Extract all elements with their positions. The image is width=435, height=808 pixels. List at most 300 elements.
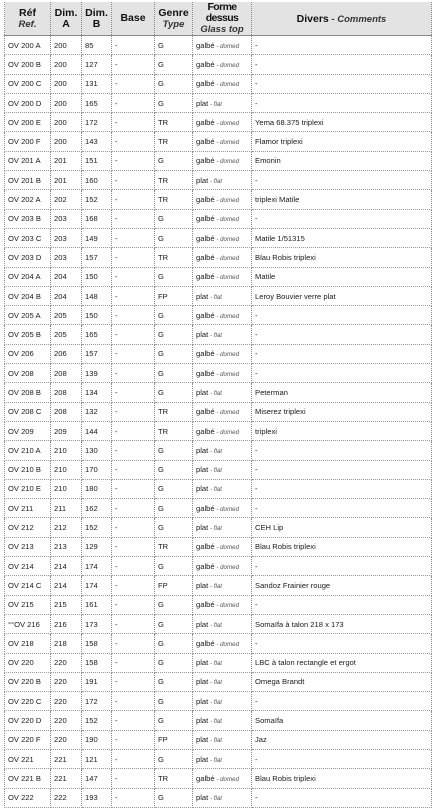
- base-cell: -: [112, 441, 155, 460]
- glass-top-en: - flat: [208, 698, 223, 706]
- base-cell: -: [112, 557, 155, 576]
- table-row: [5, 653, 432, 672]
- glass-top-cell: [193, 499, 252, 518]
- ref-cell: OV 204 B: [5, 286, 51, 305]
- glass-top-cell: [193, 441, 252, 460]
- type-cell: G: [155, 614, 193, 633]
- type-cell: G: [155, 306, 193, 325]
- comments-cell: -: [252, 344, 432, 363]
- base-cell: -: [112, 267, 155, 286]
- comments-cell: Flamor triplexi: [252, 132, 432, 151]
- type-cell: G: [155, 557, 193, 576]
- dim-a-cell: 220: [51, 711, 82, 730]
- type-cell: G: [155, 711, 193, 730]
- dim-a-cell: 200: [51, 113, 82, 132]
- ref-cell: OV 221: [5, 749, 51, 768]
- dim-b-cell: 152: [82, 190, 112, 209]
- glass-top-en: - flat: [208, 467, 223, 475]
- glass-top-cell: [193, 749, 252, 768]
- glass-top-en: - flat: [208, 718, 223, 726]
- dim-b-cell: 150: [82, 306, 112, 325]
- dim-b-cell: 139: [82, 364, 112, 383]
- comments-cell: -: [252, 749, 432, 768]
- glass-top-fr: plat: [196, 716, 209, 726]
- dim-a-cell: 210: [51, 441, 82, 460]
- glass-top-fr: plat: [196, 619, 209, 629]
- comments-cell: triplexi: [252, 421, 432, 440]
- dim-a-cell: 200: [51, 55, 82, 74]
- glass-top-cell: [193, 248, 252, 267]
- glass-top-cell: [193, 171, 252, 190]
- base-cell: -: [112, 36, 155, 55]
- glass-top-fr: plat: [196, 580, 209, 590]
- glass-top-en: - flat: [208, 332, 223, 340]
- base-cell: -: [112, 672, 155, 691]
- glass-top-fr: galbé: [196, 426, 215, 436]
- glass-top-en: - flat: [208, 660, 223, 668]
- comments-cell: -: [252, 634, 432, 653]
- base-cell: -: [112, 537, 155, 556]
- dim-b-cell: 121: [82, 749, 112, 768]
- ref-cell: OV 201 B: [5, 171, 51, 190]
- glass-top-cell: [193, 711, 252, 730]
- table-row: [5, 132, 432, 151]
- glass-top-cell: [193, 479, 252, 498]
- header-type-label: Genre: [158, 6, 189, 19]
- table-row: [5, 499, 432, 518]
- glass-top-fr: plat: [196, 677, 209, 687]
- header-glass-top-sublabel: Glass top: [200, 24, 244, 35]
- glass-top-cell: [193, 421, 252, 440]
- type-cell: G: [155, 209, 193, 228]
- comments-cell: Leroy Bouvier verre plat: [252, 286, 432, 305]
- header-dim-b: [82, 2, 112, 36]
- glass-top-en: - domed: [214, 254, 240, 262]
- glass-top-cell: [193, 286, 252, 305]
- dim-a-cell: 211: [51, 499, 82, 518]
- header-dim-a-sublabel: A: [62, 17, 70, 30]
- base-cell: -: [112, 93, 155, 112]
- glass-top-fr: plat: [196, 754, 209, 764]
- dim-a-cell: 220: [51, 692, 82, 711]
- glass-top-cell: [193, 653, 252, 672]
- comments-cell: -: [252, 55, 432, 74]
- header-dim-a-label: Dim.: [54, 6, 78, 19]
- glass-top-cell: [193, 769, 252, 788]
- glass-top-cell: [193, 518, 252, 537]
- type-cell: G: [155, 55, 193, 74]
- table-row: [5, 306, 432, 325]
- base-cell: -: [112, 634, 155, 653]
- glass-top-en: - flat: [208, 621, 223, 629]
- ref-cell: OV 210 E: [5, 479, 51, 498]
- glass-top-cell: [193, 93, 252, 112]
- glass-top-fr: plat: [196, 696, 209, 706]
- glass-top-fr: galbé: [196, 195, 215, 205]
- glass-top-fr: plat: [196, 484, 209, 494]
- glass-top-cell: [193, 383, 252, 402]
- base-cell: -: [112, 518, 155, 537]
- dim-b-cell: 131: [82, 74, 112, 93]
- base-cell: -: [112, 209, 155, 228]
- base-cell: -: [112, 248, 155, 267]
- ref-cell: OV 200 D: [5, 93, 51, 112]
- glass-top-fr: galbé: [196, 117, 215, 127]
- header-dim-b-label: Dim.: [85, 6, 108, 19]
- dim-a-cell: 202: [51, 190, 82, 209]
- dim-b-cell: 152: [82, 518, 112, 537]
- glass-top-fr: galbé: [196, 368, 215, 378]
- type-cell: G: [155, 325, 193, 344]
- header-type-sublabel: Type: [162, 18, 185, 30]
- header-dim-a: [51, 2, 82, 36]
- dim-b-cell: 168: [82, 209, 112, 228]
- glass-top-cell: [193, 267, 252, 286]
- glass-top-cell: [193, 402, 252, 421]
- glass-top-cell: [193, 576, 252, 595]
- glass-top-en: - domed: [214, 158, 240, 166]
- glass-top-cell: [193, 113, 252, 132]
- header-base-label: Base: [120, 12, 146, 24]
- dim-a-cell: 221: [51, 749, 82, 768]
- comments-cell: Miserez triplexi: [252, 402, 432, 421]
- ref-cell: OV 220 D: [5, 711, 51, 730]
- table-row: [5, 614, 432, 633]
- type-cell: FP: [155, 576, 193, 595]
- type-cell: TR: [155, 190, 193, 209]
- comments-cell: -: [252, 595, 432, 614]
- comments-cell: -: [252, 692, 432, 711]
- header-glass-top-label: Forme dessus: [205, 1, 239, 24]
- glass-top-cell: [193, 672, 252, 691]
- glass-top-fr: galbé: [196, 638, 215, 648]
- ref-cell: OV 213: [5, 537, 51, 556]
- table-row: [5, 479, 432, 498]
- type-cell: TR: [155, 402, 193, 421]
- table-row: [5, 460, 432, 479]
- glass-top-cell: [193, 74, 252, 93]
- ref-cell: OV 220: [5, 653, 51, 672]
- glass-top-en: - flat: [208, 389, 223, 397]
- dim-b-cell: 157: [82, 248, 112, 267]
- glass-top-fr: plat: [196, 291, 209, 301]
- table-row: [5, 711, 432, 730]
- glass-top-fr: plat: [196, 658, 209, 668]
- glass-top-en: - flat: [208, 100, 223, 108]
- glass-top-fr: plat: [196, 523, 209, 533]
- ref-cell: OV 204 A: [5, 267, 51, 286]
- ref-cell: OV 200 E: [5, 113, 51, 132]
- glass-top-en: - domed: [214, 775, 240, 783]
- ref-cell: OV 220 C: [5, 692, 51, 711]
- dim-a-cell: 220: [51, 672, 82, 691]
- glass-top-en: - domed: [214, 312, 240, 320]
- type-cell: G: [155, 749, 193, 768]
- base-cell: -: [112, 364, 155, 383]
- glass-top-fr: galbé: [196, 59, 215, 69]
- comments-cell: -: [252, 441, 432, 460]
- base-cell: -: [112, 306, 155, 325]
- comments-cell: -: [252, 36, 432, 55]
- dim-a-cell: 212: [51, 518, 82, 537]
- ref-cell: OV 205 A: [5, 306, 51, 325]
- table-row: [5, 421, 432, 440]
- glass-top-en: - domed: [214, 640, 240, 648]
- ref-cell: OV 201 A: [5, 151, 51, 170]
- comments-cell: Blau Robis triplexi: [252, 537, 432, 556]
- glass-top-fr: plat: [196, 445, 209, 455]
- glass-top-cell: [193, 151, 252, 170]
- comments-cell: Somaïfa à talon 218 x 173: [252, 614, 432, 633]
- table-row: [5, 93, 432, 112]
- header-comments-label: Divers: [296, 13, 329, 25]
- glass-top-en: - flat: [208, 486, 223, 494]
- ref-cell: OV 214: [5, 557, 51, 576]
- glass-top-en: - domed: [214, 235, 240, 243]
- glass-top-cell: [193, 209, 252, 228]
- glass-top-cell: [193, 634, 252, 653]
- table-row: [5, 36, 432, 55]
- comments-cell: Peterman: [252, 383, 432, 402]
- type-cell: G: [155, 267, 193, 286]
- type-cell: G: [155, 672, 193, 691]
- base-cell: -: [112, 171, 155, 190]
- dim-a-cell: 213: [51, 537, 82, 556]
- dim-a-cell: 201: [51, 151, 82, 170]
- glass-top-cell: [193, 325, 252, 344]
- header-ref: [5, 2, 51, 36]
- glass-top-en: - domed: [214, 351, 240, 359]
- dim-a-cell: 200: [51, 93, 82, 112]
- type-cell: G: [155, 595, 193, 614]
- ref-cell: OV 220 F: [5, 730, 51, 749]
- glass-top-cell: [193, 55, 252, 74]
- glass-top-fr: galbé: [196, 272, 215, 282]
- base-cell: -: [112, 325, 155, 344]
- dim-b-cell: 143: [82, 132, 112, 151]
- glass-top-en: - flat: [208, 293, 223, 301]
- glass-top-en: - flat: [208, 737, 223, 745]
- glass-top-cell: [193, 614, 252, 633]
- glass-top-cell: [193, 595, 252, 614]
- base-cell: -: [112, 749, 155, 768]
- dim-b-cell: 165: [82, 325, 112, 344]
- dim-b-cell: 174: [82, 557, 112, 576]
- table-row: [5, 749, 432, 768]
- dim-a-cell: 216: [51, 614, 82, 633]
- table-row: [5, 730, 432, 749]
- glass-top-en: - flat: [208, 795, 223, 803]
- glass-top-fr: galbé: [196, 214, 215, 224]
- glass-top-fr: galbé: [196, 310, 215, 320]
- base-cell: -: [112, 151, 155, 170]
- dim-b-cell: 160: [82, 171, 112, 190]
- dim-b-cell: 158: [82, 653, 112, 672]
- type-cell: G: [155, 653, 193, 672]
- glass-top-fr: plat: [196, 98, 209, 108]
- comments-cell: Somaïfa: [252, 711, 432, 730]
- dim-a-cell: 221: [51, 769, 82, 788]
- dim-a-cell: 203: [51, 209, 82, 228]
- ref-cell: OV 202 A: [5, 190, 51, 209]
- glass-top-fr: galbé: [196, 561, 215, 571]
- comments-cell: Blau Robis triplexi: [252, 248, 432, 267]
- glass-top-en: - domed: [214, 370, 240, 378]
- glass-top-fr: plat: [196, 175, 209, 185]
- header-base: [112, 2, 155, 36]
- glass-top-fr: galbé: [196, 40, 215, 50]
- glass-top-en: - domed: [214, 119, 240, 127]
- base-cell: -: [112, 692, 155, 711]
- dim-b-cell: 193: [82, 788, 112, 807]
- glass-top-cell: [193, 132, 252, 151]
- glass-top-cell: [193, 306, 252, 325]
- type-cell: G: [155, 441, 193, 460]
- glass-top-en: - domed: [214, 42, 240, 50]
- glass-top-fr: galbé: [196, 349, 215, 359]
- comments-cell: -: [252, 74, 432, 93]
- comments-cell: Sandoz Frainier rouge: [252, 576, 432, 595]
- header-dim-b-sublabel: B: [92, 17, 101, 30]
- type-cell: TR: [155, 248, 193, 267]
- base-cell: -: [112, 576, 155, 595]
- dim-a-cell: 218: [51, 634, 82, 653]
- ref-cell: OV 210 B: [5, 460, 51, 479]
- dim-a-cell: 209: [51, 421, 82, 440]
- comments-cell: triplexi Matile: [252, 190, 432, 209]
- ref-cell: OV 203 B: [5, 209, 51, 228]
- comments-cell: -: [252, 93, 432, 112]
- table-row: [5, 692, 432, 711]
- comments-cell: Matile: [252, 267, 432, 286]
- type-cell: G: [155, 344, 193, 363]
- base-cell: -: [112, 614, 155, 633]
- table-body: [5, 36, 432, 808]
- dim-b-cell: 191: [82, 672, 112, 691]
- ref-cell: OV 203 C: [5, 228, 51, 247]
- glass-top-fr: galbé: [196, 233, 215, 243]
- dim-b-cell: 157: [82, 344, 112, 363]
- type-cell: FP: [155, 730, 193, 749]
- ref-cell: OV 200 F: [5, 132, 51, 151]
- table-row: [5, 113, 432, 132]
- glass-top-en: - domed: [214, 81, 240, 89]
- glass-top-cell: [193, 364, 252, 383]
- dim-a-cell: 214: [51, 557, 82, 576]
- dim-b-cell: 170: [82, 460, 112, 479]
- glass-top-cell: [193, 537, 252, 556]
- glass-top-cell: [193, 730, 252, 749]
- dim-b-cell: 151: [82, 151, 112, 170]
- glass-top-en: - domed: [214, 505, 240, 513]
- table-row: [5, 634, 432, 653]
- table-row: [5, 557, 432, 576]
- ref-cell: OV 208: [5, 364, 51, 383]
- table-row: [5, 537, 432, 556]
- type-cell: G: [155, 479, 193, 498]
- dim-b-cell: 172: [82, 113, 112, 132]
- type-cell: G: [155, 151, 193, 170]
- type-cell: G: [155, 460, 193, 479]
- dim-b-cell: 180: [82, 479, 112, 498]
- ref-cell: OV 211: [5, 499, 51, 518]
- type-cell: G: [155, 788, 193, 807]
- glass-top-cell: [193, 344, 252, 363]
- base-cell: -: [112, 421, 155, 440]
- base-cell: -: [112, 653, 155, 672]
- comments-cell: Matile 1/51315: [252, 228, 432, 247]
- glass-top-en: - flat: [208, 756, 223, 764]
- dim-a-cell: 203: [51, 228, 82, 247]
- table-row: [5, 171, 432, 190]
- dim-a-cell: 215: [51, 595, 82, 614]
- comments-cell: Emonin: [252, 151, 432, 170]
- header-glass-top: [193, 2, 252, 36]
- base-cell: -: [112, 383, 155, 402]
- glass-top-en: - flat: [208, 447, 223, 455]
- ref-cell: OV 221 B: [5, 769, 51, 788]
- type-cell: G: [155, 36, 193, 55]
- dim-b-cell: 162: [82, 499, 112, 518]
- table-row: [5, 364, 432, 383]
- type-cell: G: [155, 383, 193, 402]
- glass-top-cell: [193, 557, 252, 576]
- dim-b-cell: 161: [82, 595, 112, 614]
- dim-a-cell: 220: [51, 653, 82, 672]
- type-cell: TR: [155, 769, 193, 788]
- dim-a-cell: 210: [51, 479, 82, 498]
- type-cell: G: [155, 692, 193, 711]
- ref-cell: OV 203 D: [5, 248, 51, 267]
- dim-b-cell: 127: [82, 55, 112, 74]
- comments-cell: -: [252, 460, 432, 479]
- glass-top-fr: galbé: [196, 137, 215, 147]
- dim-a-cell: 201: [51, 171, 82, 190]
- dim-a-cell: 208: [51, 383, 82, 402]
- type-cell: G: [155, 93, 193, 112]
- base-cell: -: [112, 711, 155, 730]
- ref-cell: OV 200 B: [5, 55, 51, 74]
- ref-cell: °°OV 216: [5, 614, 51, 633]
- base-cell: -: [112, 788, 155, 807]
- ref-cell: OV 220 B: [5, 672, 51, 691]
- glass-top-fr: galbé: [196, 503, 215, 513]
- type-cell: G: [155, 228, 193, 247]
- glass-top-en: - domed: [214, 544, 240, 552]
- glass-top-fr: galbé: [196, 773, 215, 783]
- type-cell: G: [155, 364, 193, 383]
- base-cell: -: [112, 499, 155, 518]
- glass-top-en: - domed: [214, 409, 240, 417]
- table-row: [5, 672, 432, 691]
- dim-b-cell: 190: [82, 730, 112, 749]
- table-row: [5, 576, 432, 595]
- glass-top-cell: [193, 460, 252, 479]
- glass-top-cell: [193, 692, 252, 711]
- table-header: [5, 2, 432, 36]
- ref-cell: OV 208 B: [5, 383, 51, 402]
- base-cell: -: [112, 132, 155, 151]
- dim-b-cell: 148: [82, 286, 112, 305]
- dim-b-cell: 144: [82, 421, 112, 440]
- comments-cell: -: [252, 209, 432, 228]
- glass-top-en: - flat: [208, 679, 223, 687]
- ref-cell: OV 209: [5, 421, 51, 440]
- base-cell: -: [112, 286, 155, 305]
- dim-b-cell: 129: [82, 537, 112, 556]
- dim-b-cell: 149: [82, 228, 112, 247]
- glass-top-fr: galbé: [196, 79, 215, 89]
